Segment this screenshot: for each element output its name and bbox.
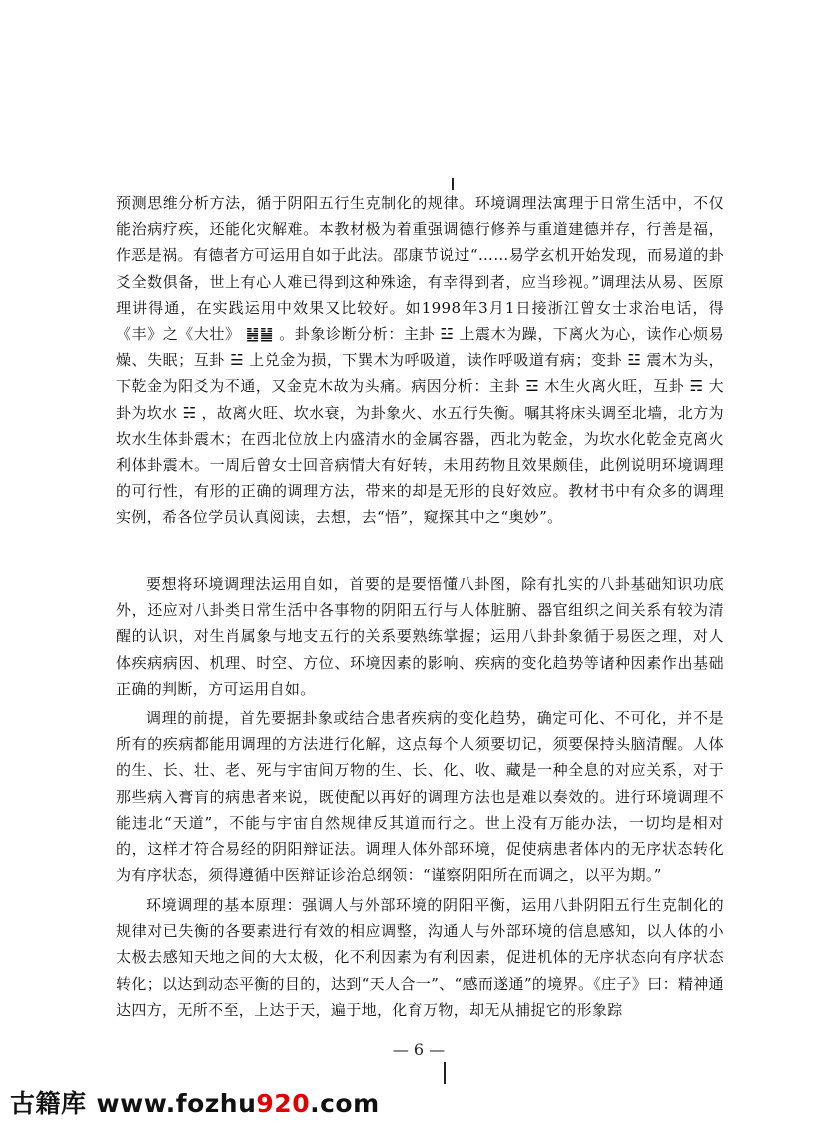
paragraph-3: 调理的前提，首先要据卦象或结合患者疾病的变化趋势，确定可化、不可化，并不是所有的疾病都能用调理的方法进行化解，这点每个人须要切记，须要保持头脑清醒。人体的生、长、壮、老、死与宇宙间万物的生、长、化、收、藏是一种全息的对应关系，对于那些病入膏肓的病患者来说，既使配以再好的调理方法也是难以奏效的。进行环境调理不能违北“天道”，不能与宇宙自然规律反其道而行之。世上没有万能办法，一切均是相对的，这样才符合易经的阴阳辩证法。调理人体外部环境，促使病患者体内的无序状态转化为有序状态，须得遵循中医辩证诊治总纲领：“谨察阴阳所在而调之，以平为期。” — [116, 709, 724, 885]
watermark-url-number: 920 — [256, 1089, 311, 1118]
watermark-url-suffix: .com — [310, 1089, 380, 1118]
site-watermark — [10, 1084, 380, 1120]
paragraph-1: 预测思维分析方法，循于阴阳五行生克制化的规律。环境调理法寓理于日常生活中，不仅能治病疗疾，还能化灾解难。本教材极为着重强调德行修养与重道建德并存，行善是福，作恶是祸。有德者方可运用自如于此法。邵康节说过“……易学玄机开始发现，而易道的卦爻全数俱备，世上有心人难已得到这种殊途，有幸得到者，应当珍视。”调理法从易、医原理讲得通，在实践运用中效果又比较好。如1998年3月1日接浙江曾女士求治电话，得《丰》之《大壮》 ䷶䷡ 。卦象诊断分析：主卦 ☳ 上震木为躁，下离火为心，读作心烦易燥、失眠；互卦 ☱ 上兑金为损，下巽木为呼吸道，读作呼吸道有病；变卦 ☳ 震木为头，下乾金为阳爻为不通，又金克木故为头痛。病因分析：主卦 ☲ 木生火离火旺，互卦 ☴ 大卦为坎水 ☵ ，故离火旺、坎水衰，为卦象火、水五行失衡。嘱其将床头调至北墙，北方为坎水生体卦震木；在西北位放上内盛清水的金属容器，西北为乾金，为坎水化乾金克离火利体卦震木。一周后曾女士回音病情大有好转，未用药物且效果颇佳，此例说明环境调理的可行性，有形的正确的调理方法，带来的却是无形的良好效应。教材书中有众多的调理实例，希各位学员认真阅读，去想，去“悟”，窥探其中之“奥妙”。 — [116, 194, 724, 527]
paragraph-2: 要想将环境调理法运用自如，首要的是要悟懂八卦图，除有扎实的八卦基础知识功底外，还应对八卦类日常生活中各事物的阴阳五行与人体脏腑、器官组织之间关系有较为清醒的认识，对生肖属象与地支五行的关系要熟练掌握；运用八卦卦象循于易医之理，对人体疾病病因、机理、时空、方位、环境因素的影响、疾病的变化趋势等诸种因素作出基础正确的判断，方可运用自如。 — [116, 575, 724, 698]
page-number: — 6 — — [392, 1040, 446, 1059]
paragraph-4: 环境调理的基本原理：强调人与外部环境的阴阳平衡，运用八卦阴阳五行生克制化的规律对已失衡的各要素进行有效的相应调整，沟通人与外部环境的信息感知，以人体的小太极去感知天地之间的大太极，化不利因素为有利因素，促进机体的无序状态向有序状态转化；以达到动态平衡的目的，达到“天人合一”、“感而遂通”的境界。《庄子》曰：精神通达四方，无所不至，上达于天，遍于地，化育万物，却无从捕捉它的形象踪 — [116, 896, 724, 1019]
scan-mark-top — [452, 178, 454, 190]
watermark-url-prefix: www.fozhu — [96, 1089, 257, 1118]
watermark-site-name: 古籍库 — [10, 1089, 87, 1118]
scan-mark-bottom — [444, 1062, 446, 1084]
